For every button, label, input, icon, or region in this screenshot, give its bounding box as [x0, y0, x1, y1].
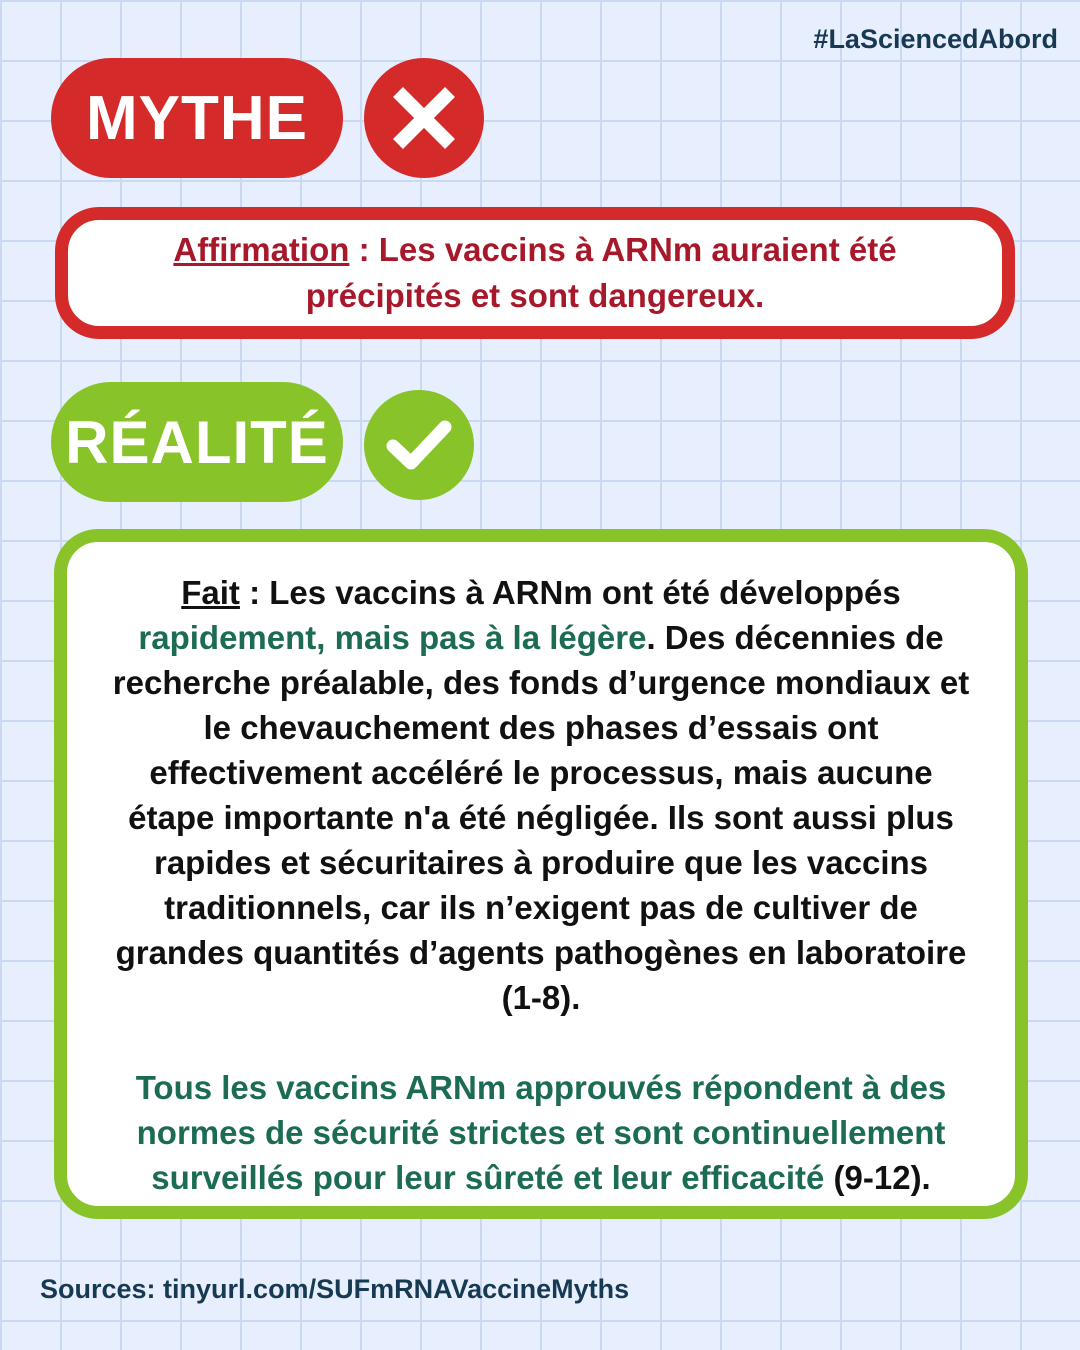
fact-paragraph-1 [107, 570, 975, 1020]
fact-paragraph-2 [107, 1065, 975, 1200]
fact-text-b: . Des décennies de recherche préalable, des fonds d’urgence mondiaux et le chevauchement des phases d’essais ont effectivement accéléré le processus, mais aucune étape importante n'a été négligée. Ils sont aussi plus rapides et sécuritaires à produire que les vaccins traditionnels, car ils n’exigent pas de cultiver de grandes quantités d’agents pathogènes en laboratoire (1-8). [112, 619, 970, 1016]
fact-text-a: Les vaccins à ARNm ont été développés [269, 574, 901, 611]
fact-highlight: rapidement, mais pas à la légère [138, 619, 647, 656]
fact-box [54, 529, 1028, 1219]
claim-label: Affirmation [173, 231, 350, 268]
fact-separator: : [239, 574, 270, 611]
fact-label: Fait [181, 574, 240, 611]
myth-badge [51, 58, 343, 178]
check-icon-glyph [386, 417, 452, 473]
reality-label: RÉALITÉ [65, 408, 329, 476]
claim-separator: : [349, 231, 379, 268]
claim-statement: Les vaccins à ARNm auraient été précipités et sont dangereux. [305, 231, 897, 314]
claim-text [108, 227, 962, 319]
cross-icon-glyph [388, 82, 460, 154]
check-icon [364, 390, 474, 500]
cross-icon [364, 58, 484, 178]
fact-reference: (9-12). [824, 1159, 931, 1196]
reality-badge [51, 382, 343, 502]
claim-box [55, 207, 1015, 339]
hashtag: #LaSciencedAbord [813, 24, 1058, 54]
myth-label: MYTHE [86, 83, 308, 153]
sources-link[interactable]: Sources: tinyurl.com/SUFmRNAVaccineMyths [40, 1274, 630, 1304]
fact-highlight-2: Tous les vaccins ARNm approuvés répondent à des normes de sécurité strictes et sont continuellement surveillés pour leur sûreté et leur efficacité [135, 1069, 947, 1196]
